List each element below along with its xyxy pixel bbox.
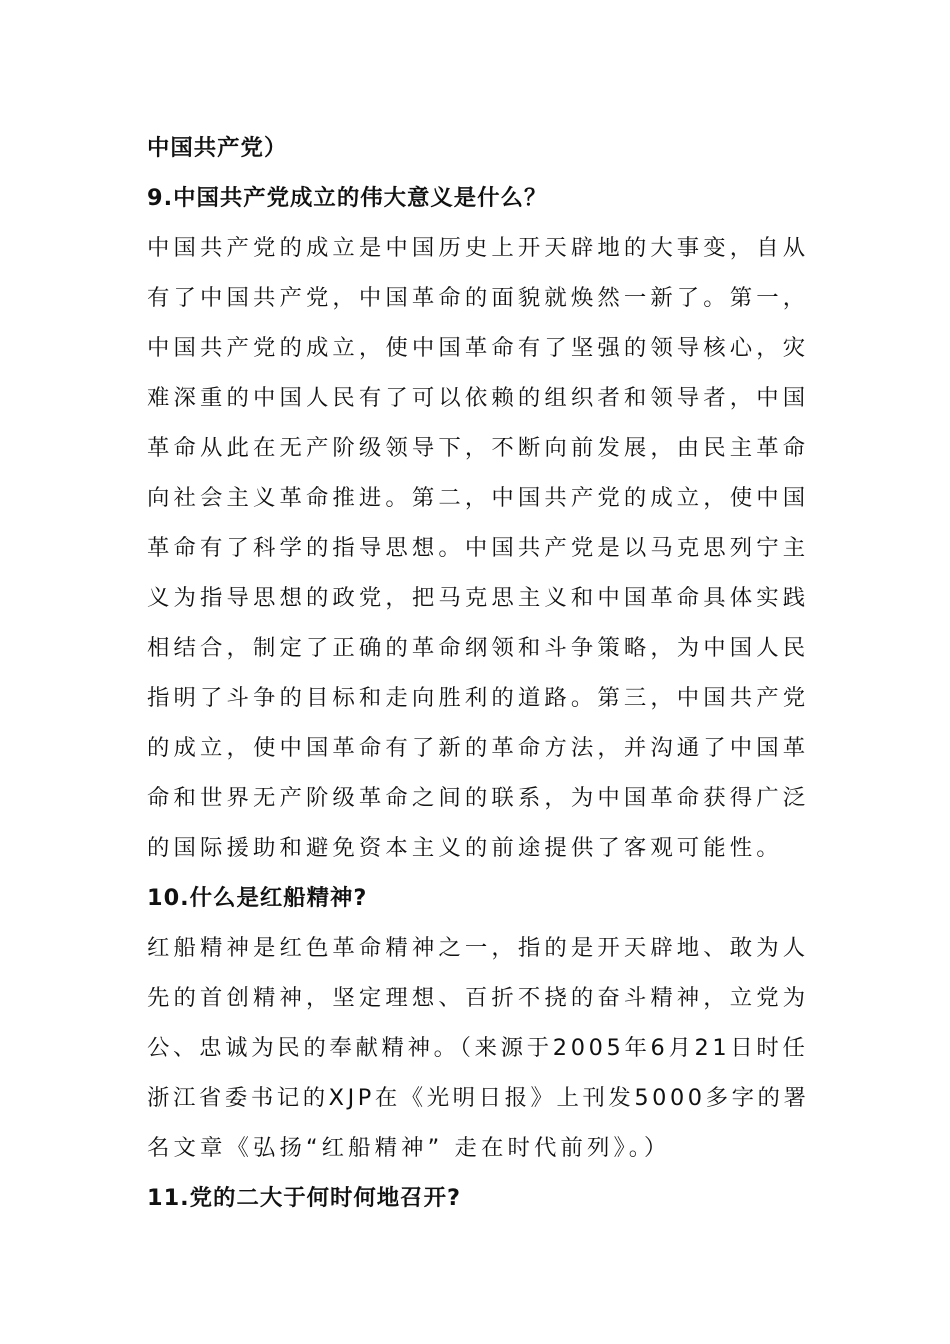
- q10-text-line: 红船精神是红色革命精神之一，指的是开天辟地、敢为人: [147, 935, 810, 961]
- q9-text-line: 中国共产党的成立是中国历史上开天辟地的大事变，自从: [147, 235, 810, 261]
- q9-text-line: 中国共产党的成立，使中国革命有了坚强的领导核心，灾: [147, 335, 810, 361]
- question-9-heading: 9.中国共产党成立的伟大意义是什么？: [147, 185, 548, 211]
- q9-text-line: 革命从此在无产阶级领导下，不断向前发展，由民主革命: [147, 435, 810, 461]
- q9-text-line: 有了中国共产党，中国革命的面貌就焕然一新了。第一，: [147, 285, 810, 311]
- q10-text-line: 名文章《弘扬“红船精神” 走在时代前列》。）: [147, 1135, 671, 1161]
- q9-text-line: 义为指导思想的政党，把马克思主义和中国革命具体实践: [147, 585, 810, 611]
- q10-text-line: 公、忠诚为民的奉献精神。（来源于2005年6月21日时任: [147, 1035, 809, 1061]
- question-11-heading: 11.党的二大于何时何地召开?: [147, 1185, 461, 1211]
- q9-text-line: 的成立，使中国革命有了新的革命方法，并沟通了中国革: [147, 735, 810, 761]
- q10-text-line: 浙江省委书记的XJP在《光明日报》上刊发5000多字的署: [147, 1085, 810, 1111]
- q9-text-line: 指明了斗争的目标和走向胜利的道路。第三，中国共产党: [147, 685, 810, 711]
- q9-text-line: 革命有了科学的指导思想。中国共产党是以马克思列宁主: [147, 535, 810, 561]
- q9-text-line: 向社会主义革命推进。第二，中国共产党的成立，使中国: [147, 485, 810, 511]
- q9-text-line: 难深重的中国人民有了可以依赖的组织者和领导者，中国: [147, 385, 810, 411]
- q9-text-line: 的国际援助和避免资本主义的前途提供了客观可能性。: [147, 835, 783, 861]
- q10-text-line: 先的首创精神，坚定理想、百折不挠的奋斗精神，立党为: [147, 985, 810, 1011]
- question-10-heading: 10.什么是红船精神?: [147, 885, 368, 911]
- q9-text-line: 相结合，制定了正确的革命纲领和斗争策略，为中国人民: [147, 635, 810, 661]
- continued-heading-tail: 中国共产党）: [147, 135, 288, 161]
- q9-text-line: 命和世界无产阶级革命之间的联系，为中国革命获得广泛: [147, 785, 810, 811]
